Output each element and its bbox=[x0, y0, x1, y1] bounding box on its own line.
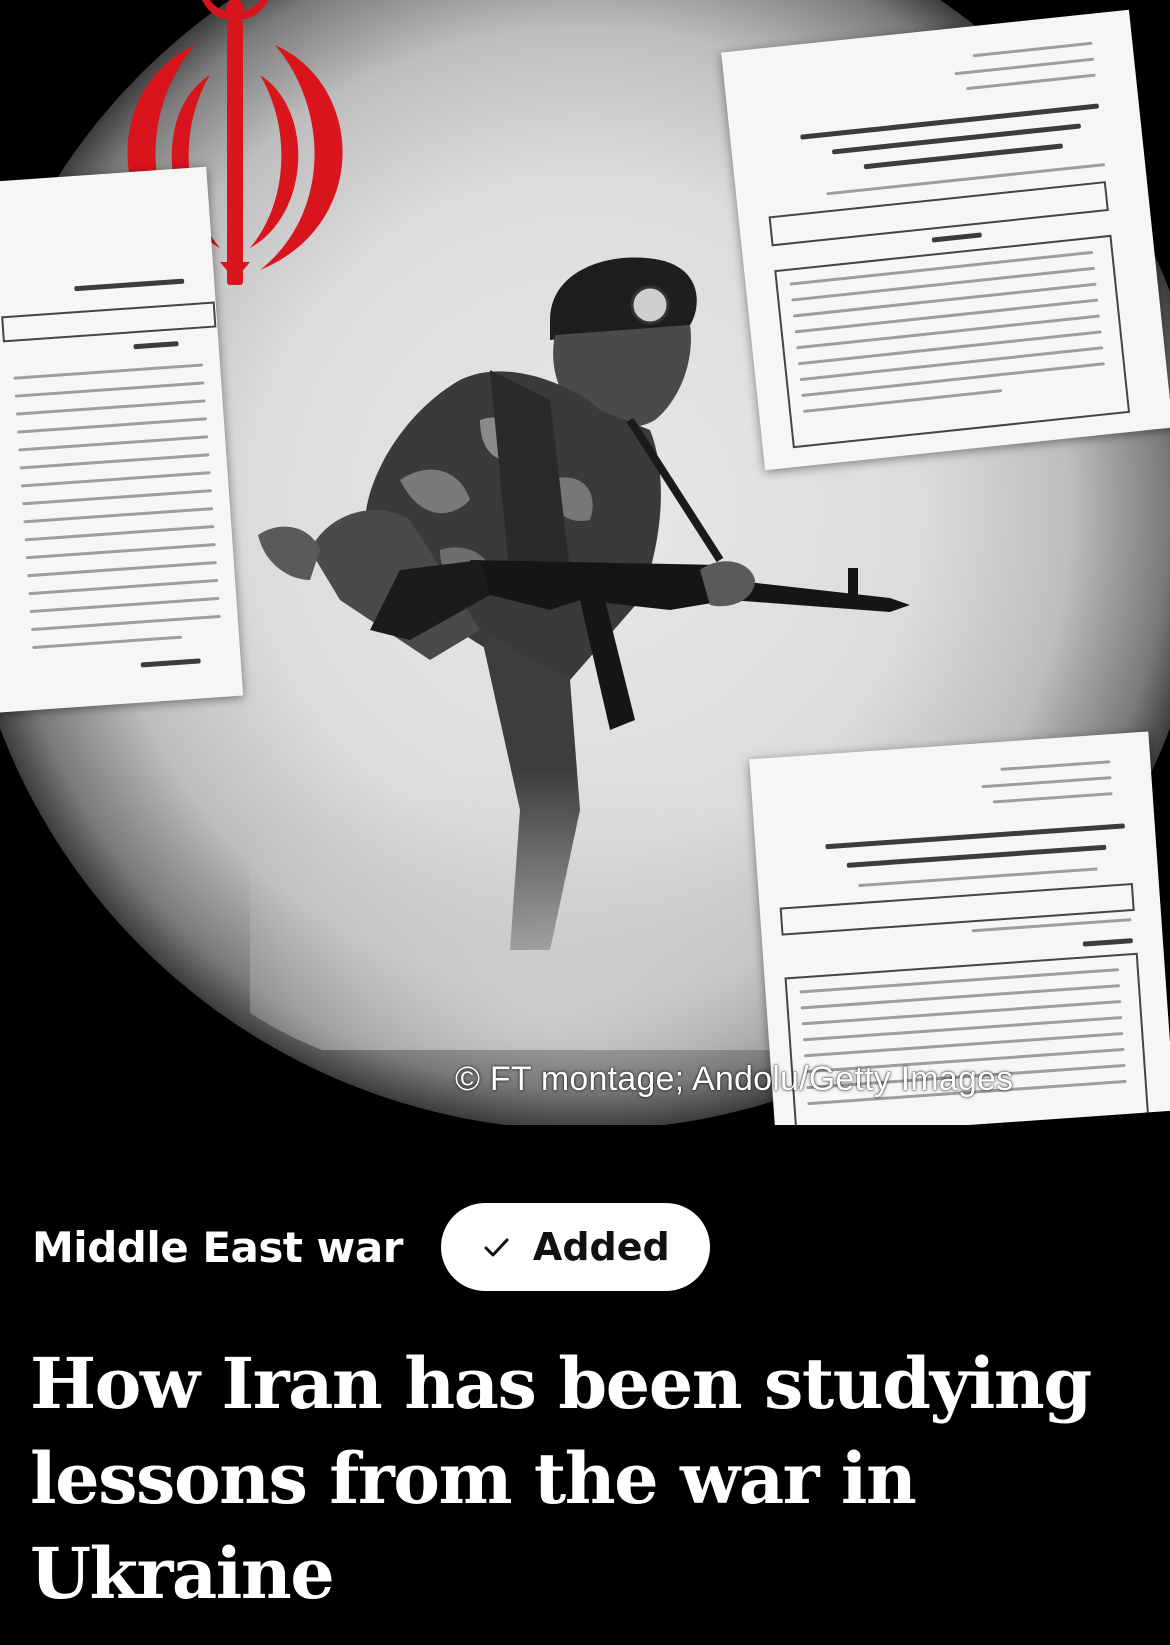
check-icon bbox=[481, 1232, 511, 1262]
added-follow-button[interactable] bbox=[441, 1203, 710, 1291]
document-clipping bbox=[0, 167, 243, 713]
article-headline[interactable]: How Iran has been studying lessons from the war in Ukraine bbox=[30, 1342, 1091, 1615]
topic-row bbox=[32, 1202, 710, 1292]
image-credit: © FT montage; Andolu/Getty Images bbox=[455, 1060, 1014, 1098]
topic-link[interactable]: Middle East war bbox=[32, 1222, 403, 1272]
follow-button-label: Added bbox=[532, 1225, 670, 1269]
